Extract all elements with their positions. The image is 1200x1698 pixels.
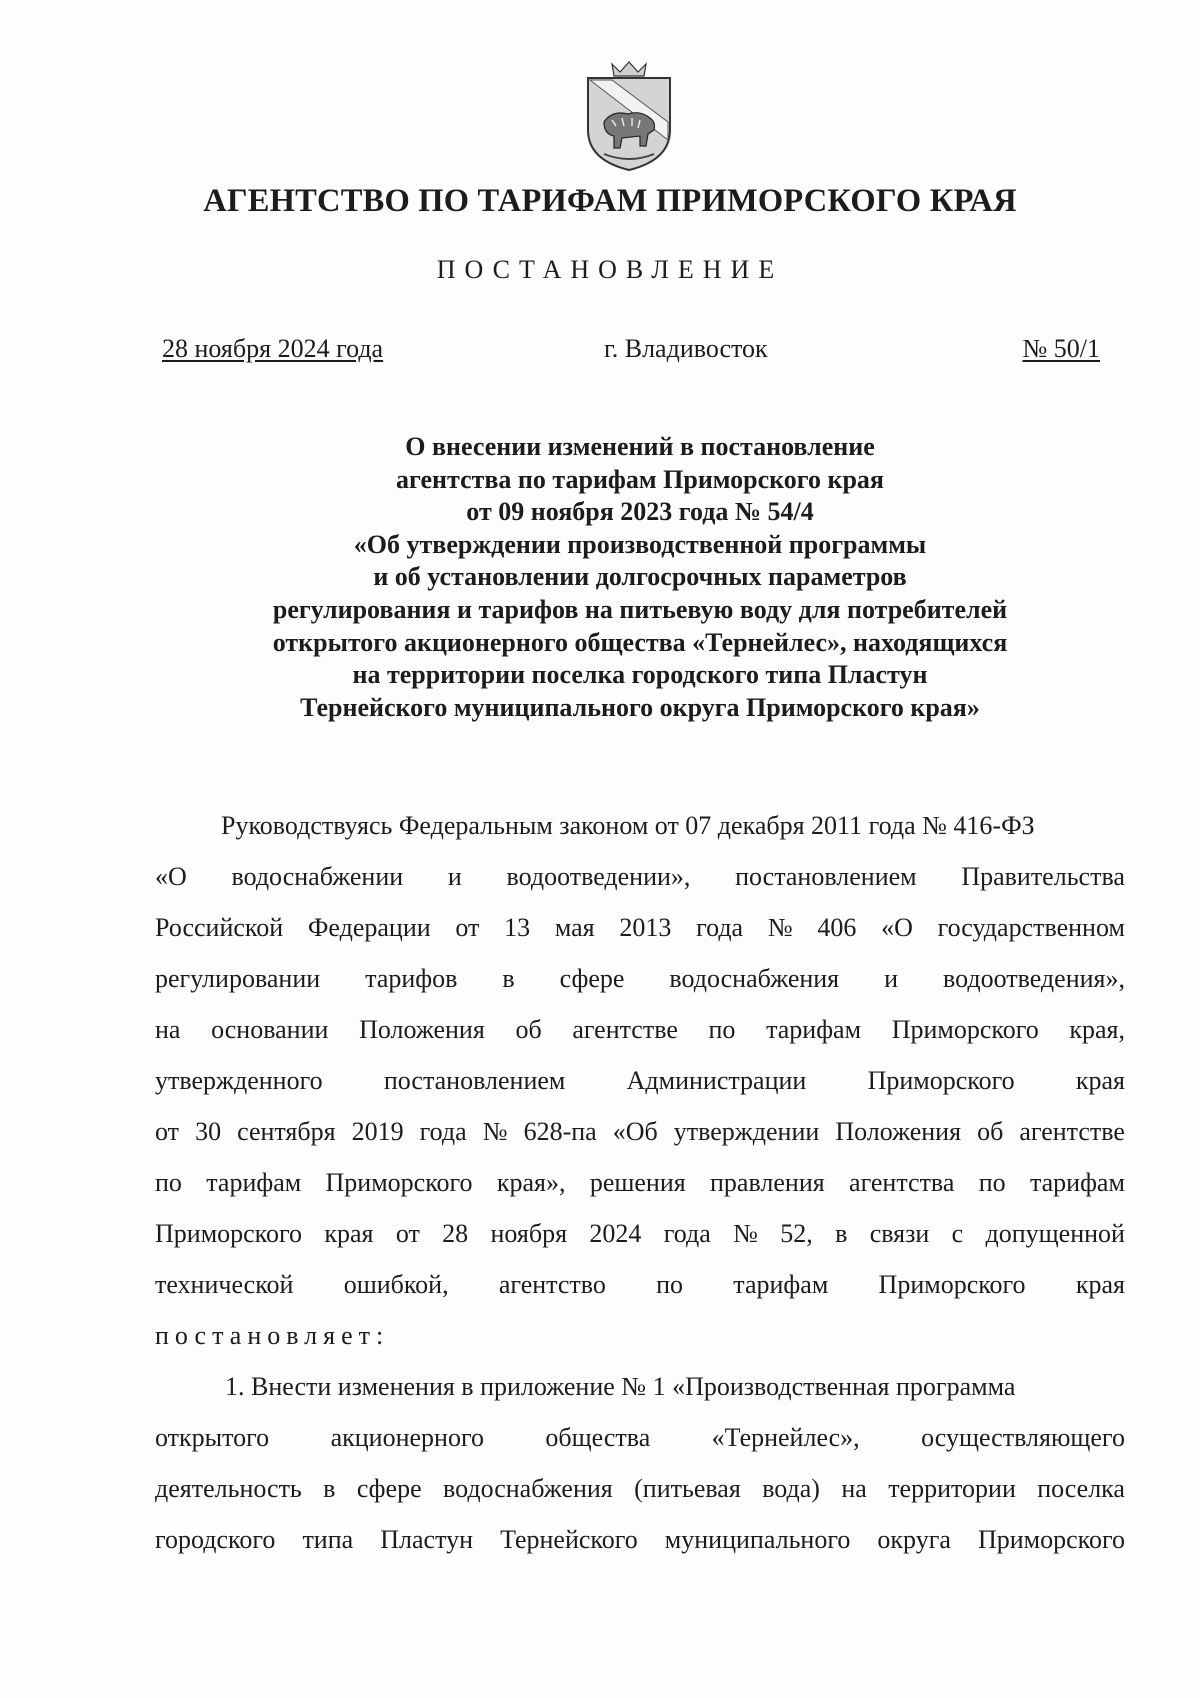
body-word: тарифам [733,1270,829,1299]
body-word: сфере [356,1474,422,1503]
body-word: государственном [937,913,1125,942]
body-line: Руководствуясь Федеральным законом от 07 декабря 2011 года № 416-ФЗ [221,811,1035,840]
body-word: Федерации [307,913,431,942]
body-word: допущенной [985,1219,1125,1248]
body-word: ошибкой, [343,1270,449,1299]
title-line: открытого акционерного общества «Тернейлес», находящихся [272,627,1008,657]
body-word: «Об [612,1117,658,1146]
body-word: агентства [849,1168,955,1197]
item-line: 1. Внести изменения в приложение № 1 «Производственная программа [225,1372,1016,1401]
body-word: № [767,913,793,942]
document-type: ПОСТАНОВЛЕНИЕ [436,255,784,284]
title-line: регулирования и тарифов на питьевую воду для потребителей [272,594,1008,624]
body-word: типа [302,1525,354,1554]
body-word: 13 [504,913,531,942]
body-word: в [835,1219,848,1248]
body-word: Тернейского [500,1525,638,1554]
body-word: муниципального [664,1525,851,1554]
document-title [140,431,1140,724]
body-word: агентство [498,1270,606,1299]
body-word: сфере [559,964,625,993]
body-word: тарифам [766,1015,862,1044]
body-word: края, [1069,1015,1125,1044]
body-word: и [884,964,899,993]
body-word: «Тернейлес», [711,1423,860,1452]
body-word: водоотведения», [943,964,1125,993]
body-word: Приморского [867,1066,1015,1095]
title-line: от 09 ноября 2023 года № 54/4 [466,497,814,527]
body-word: тарифам [1029,1168,1125,1197]
body-word: водоснабжения [443,1474,613,1503]
body-word: Приморского [891,1015,1039,1044]
body-word: правления [710,1168,825,1197]
body-word: тарифам [206,1168,302,1197]
body-word: Правительства [961,862,1125,891]
body-word: сентября [237,1117,336,1146]
body-word: Приморского [155,1219,303,1248]
body-word: об [977,1117,1004,1146]
body-word: об [515,1015,542,1044]
title-line: агентства по тарифам Приморского края [396,464,884,494]
body-word: общества [545,1423,651,1452]
body-word: по [708,1015,736,1044]
body-word: решения [589,1168,686,1197]
body-line [155,902,1125,953]
document-date: 28 ноября 2024 года [162,334,384,363]
emblem-crown [612,62,646,76]
body-word: в [502,964,515,993]
item-line [155,1463,1125,1514]
body-word: 28 [442,1219,469,1248]
body-word: водоснабжении [231,862,404,891]
body-word: Положения [835,1117,962,1146]
agency-name: АГЕНТСТВО ПО ТАРИФАМ ПРИМОРСКОГО КРАЯ [203,183,1017,219]
title-line: «Об утверждении производственной программы [353,529,927,559]
title-line: Тернейского муниципального округа Приморского края» [300,692,980,722]
body-word: 52, [780,1219,813,1248]
body-word: Приморского [977,1525,1125,1554]
body-word: Администрации [626,1066,807,1095]
body-word: в [323,1474,336,1503]
body-word: постановлением [383,1066,566,1095]
body-word: по [155,1168,182,1197]
body-word: № [482,1117,508,1146]
body-word: Российской [155,913,284,942]
body-word: открытого [155,1423,270,1452]
body-line [155,1259,1125,1310]
document-body [155,800,1125,1565]
body-word: «О [881,913,913,942]
body-word: агентстве [1019,1117,1125,1146]
body-line [155,953,1125,1004]
body-line [155,1004,1125,1055]
item-line [155,1412,1125,1463]
body-word: городского [155,1525,276,1554]
item-line [155,1514,1125,1565]
body-word: на [841,1474,867,1503]
body-word: акционерного [330,1423,484,1452]
body-word: тарифов [365,964,458,993]
body-word: с [951,1219,964,1248]
document-city: г. Владивосток [604,334,768,363]
body-word: года [419,1117,467,1146]
body-word: по [656,1270,684,1299]
body-word: 2024 [589,1219,642,1248]
body-word: Приморского [325,1168,473,1197]
document-meta [162,334,1100,368]
title-line: О внесении изменений в постановление [405,432,875,461]
title-line: на территории поселка городского типа Пластун [352,660,928,690]
body-word: деятельность [155,1474,302,1503]
body-word: водоотведении», [506,862,691,891]
body-word: водоснабжения [669,964,840,993]
document-number: № 50/1 [1022,334,1100,363]
body-word: на [155,1015,181,1044]
body-word: мая [554,913,595,942]
body-word: края [324,1219,374,1248]
body-word: 2019 [351,1117,404,1146]
body-word: вода) [762,1474,820,1503]
body-word: от [455,913,480,942]
body-word: (питьевая [634,1474,741,1503]
body-word: округа [877,1525,951,1554]
body-word: Приморского [878,1270,1026,1299]
resolves-word: постановляет: [155,1321,390,1350]
body-word: 30 [195,1117,222,1146]
body-word: края [1075,1270,1125,1299]
body-word: основании [211,1015,329,1044]
body-word: № [733,1219,758,1248]
coat-of-arms-emblem [582,60,676,174]
body-line [155,1055,1125,1106]
body-word: года [696,913,744,942]
body-word: связи [869,1219,930,1248]
body-word: года [663,1219,711,1248]
body-word: от [395,1219,420,1248]
body-word: по [978,1168,1006,1197]
body-word: агентстве [572,1015,678,1044]
body-word: 628-па [523,1117,597,1146]
body-word: утверждении [673,1117,820,1146]
body-word: утвержденного [155,1066,323,1095]
body-word: 2013 [619,913,672,942]
body-word: территории [888,1474,1016,1503]
title-line: и об установлении долгосрочных параметров [373,562,907,592]
body-line [155,851,1125,902]
body-word: технической [155,1270,294,1299]
body-word: регулировании [155,964,321,993]
body-word: поселка [1037,1474,1125,1503]
body-line [155,1157,1125,1208]
body-word: от [155,1117,180,1146]
body-word: и [447,862,462,891]
body-word: Пластун [380,1525,473,1554]
body-word: 406 [817,913,857,942]
body-word: «О [155,862,187,891]
body-word: ноября [490,1219,568,1248]
body-word: края», [496,1168,566,1197]
body-word: Положения [359,1015,485,1044]
body-line [155,1208,1125,1259]
body-word: осуществляющего [921,1423,1125,1452]
body-line [155,1106,1125,1157]
body-word: постановлением [735,862,917,891]
body-word: края [1075,1066,1125,1095]
